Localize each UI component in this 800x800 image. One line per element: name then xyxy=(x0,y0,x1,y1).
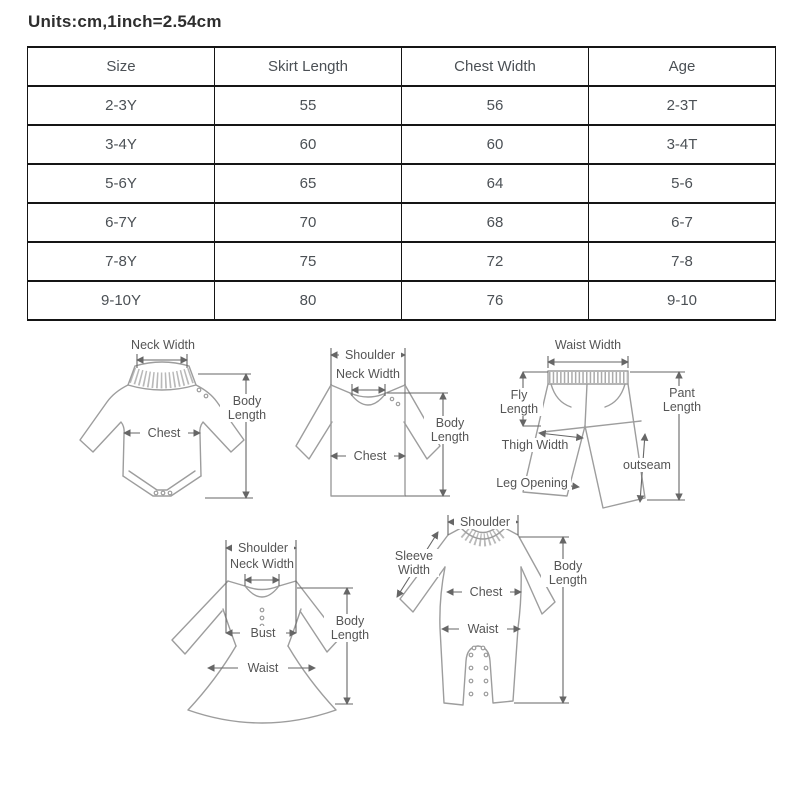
cell-skirt-length: 75 xyxy=(215,242,402,281)
shirt-chest-label: Chest xyxy=(346,449,394,463)
romper-waist-label: Waist xyxy=(459,622,507,636)
cell-size: 9-10Y xyxy=(28,281,215,320)
dress-garment xyxy=(172,581,340,723)
romper-dimension-arrows xyxy=(397,515,569,703)
romper-body-length-label: Body Length xyxy=(541,559,595,587)
romper-drawing xyxy=(383,503,611,735)
pants-outseam-label: outseam xyxy=(617,458,677,472)
shirt-neck-width-label: Neck Width xyxy=(336,367,400,381)
romper-chest-label: Chest xyxy=(462,585,510,599)
cell-skirt-length: 55 xyxy=(215,86,402,125)
table-row xyxy=(28,164,776,203)
table-row xyxy=(28,281,776,320)
pants-diagram xyxy=(493,338,725,516)
pants-pant-length-label: Pant Length xyxy=(657,386,707,414)
cell-skirt-length: 65 xyxy=(215,164,402,203)
dress-waist-label: Waist xyxy=(238,661,288,675)
pants-leg-opening-label: Leg Opening xyxy=(493,476,571,490)
size-table xyxy=(27,46,776,321)
cell-size: 2-3Y xyxy=(28,86,215,125)
cell-size: 3-4Y xyxy=(28,125,215,164)
table-row xyxy=(28,203,776,242)
shirt-garment xyxy=(296,385,440,496)
bodysuit-chest-label: Chest xyxy=(140,426,188,440)
shirt-body-length-label: Body Length xyxy=(424,416,476,444)
romper-shoulder-label: Shoulder xyxy=(454,515,516,529)
table-row xyxy=(28,125,776,164)
shirt-diagram xyxy=(288,338,490,510)
dress-bust-label: Bust xyxy=(240,626,286,640)
dress-neck-width-label: Neck Width xyxy=(230,557,294,571)
bodysuit-body-length-label: Body Length xyxy=(220,394,274,422)
column-header-age: Age xyxy=(589,47,776,86)
cell-chest-width: 56 xyxy=(402,86,589,125)
cell-chest-width: 60 xyxy=(402,125,589,164)
romper-diagram xyxy=(383,503,611,735)
dress-diagram xyxy=(152,528,402,728)
table-row xyxy=(28,242,776,281)
cell-chest-width: 72 xyxy=(402,242,589,281)
dress-shoulder-label: Shoulder xyxy=(232,541,294,555)
romper-sleeve-width-label: Sleeve Width xyxy=(389,549,439,577)
bodysuit-diagram xyxy=(65,338,280,510)
bodysuit-neck-width-label: Neck Width xyxy=(131,338,195,352)
cell-size: 5-6Y xyxy=(28,164,215,203)
cell-skirt-length: 70 xyxy=(215,203,402,242)
cell-age: 3-4T xyxy=(589,125,776,164)
column-header-chest-width: Chest Width xyxy=(402,47,589,86)
cell-skirt-length: 80 xyxy=(215,281,402,320)
page-title: Units:cm,1inch=2.54cm xyxy=(28,12,222,31)
bodysuit-drawing xyxy=(65,338,280,510)
cell-age: 7-8 xyxy=(589,242,776,281)
cell-age: 9-10 xyxy=(589,281,776,320)
cell-age: 5-6 xyxy=(589,164,776,203)
dress-body-length-label: Body Length xyxy=(324,614,376,642)
cell-size: 6-7Y xyxy=(28,203,215,242)
table-row xyxy=(28,86,776,125)
size-table-header-row xyxy=(28,47,776,86)
cell-skirt-length: 60 xyxy=(215,125,402,164)
pants-fly-length-label: Fly Length xyxy=(495,388,543,416)
cell-chest-width: 64 xyxy=(402,164,589,203)
cell-chest-width: 76 xyxy=(402,281,589,320)
column-header-skirt-length: Skirt Length xyxy=(215,47,402,86)
column-header-size: Size xyxy=(28,47,215,86)
cell-size: 7-8Y xyxy=(28,242,215,281)
cell-age: 2-3T xyxy=(589,86,776,125)
cell-age: 6-7 xyxy=(589,203,776,242)
cell-chest-width: 68 xyxy=(402,203,589,242)
pants-thigh-width-label: Thigh Width xyxy=(497,438,573,452)
pants-waist-width-label: Waist Width xyxy=(554,338,622,352)
shirt-shoulder-label: Shoulder xyxy=(339,348,401,362)
